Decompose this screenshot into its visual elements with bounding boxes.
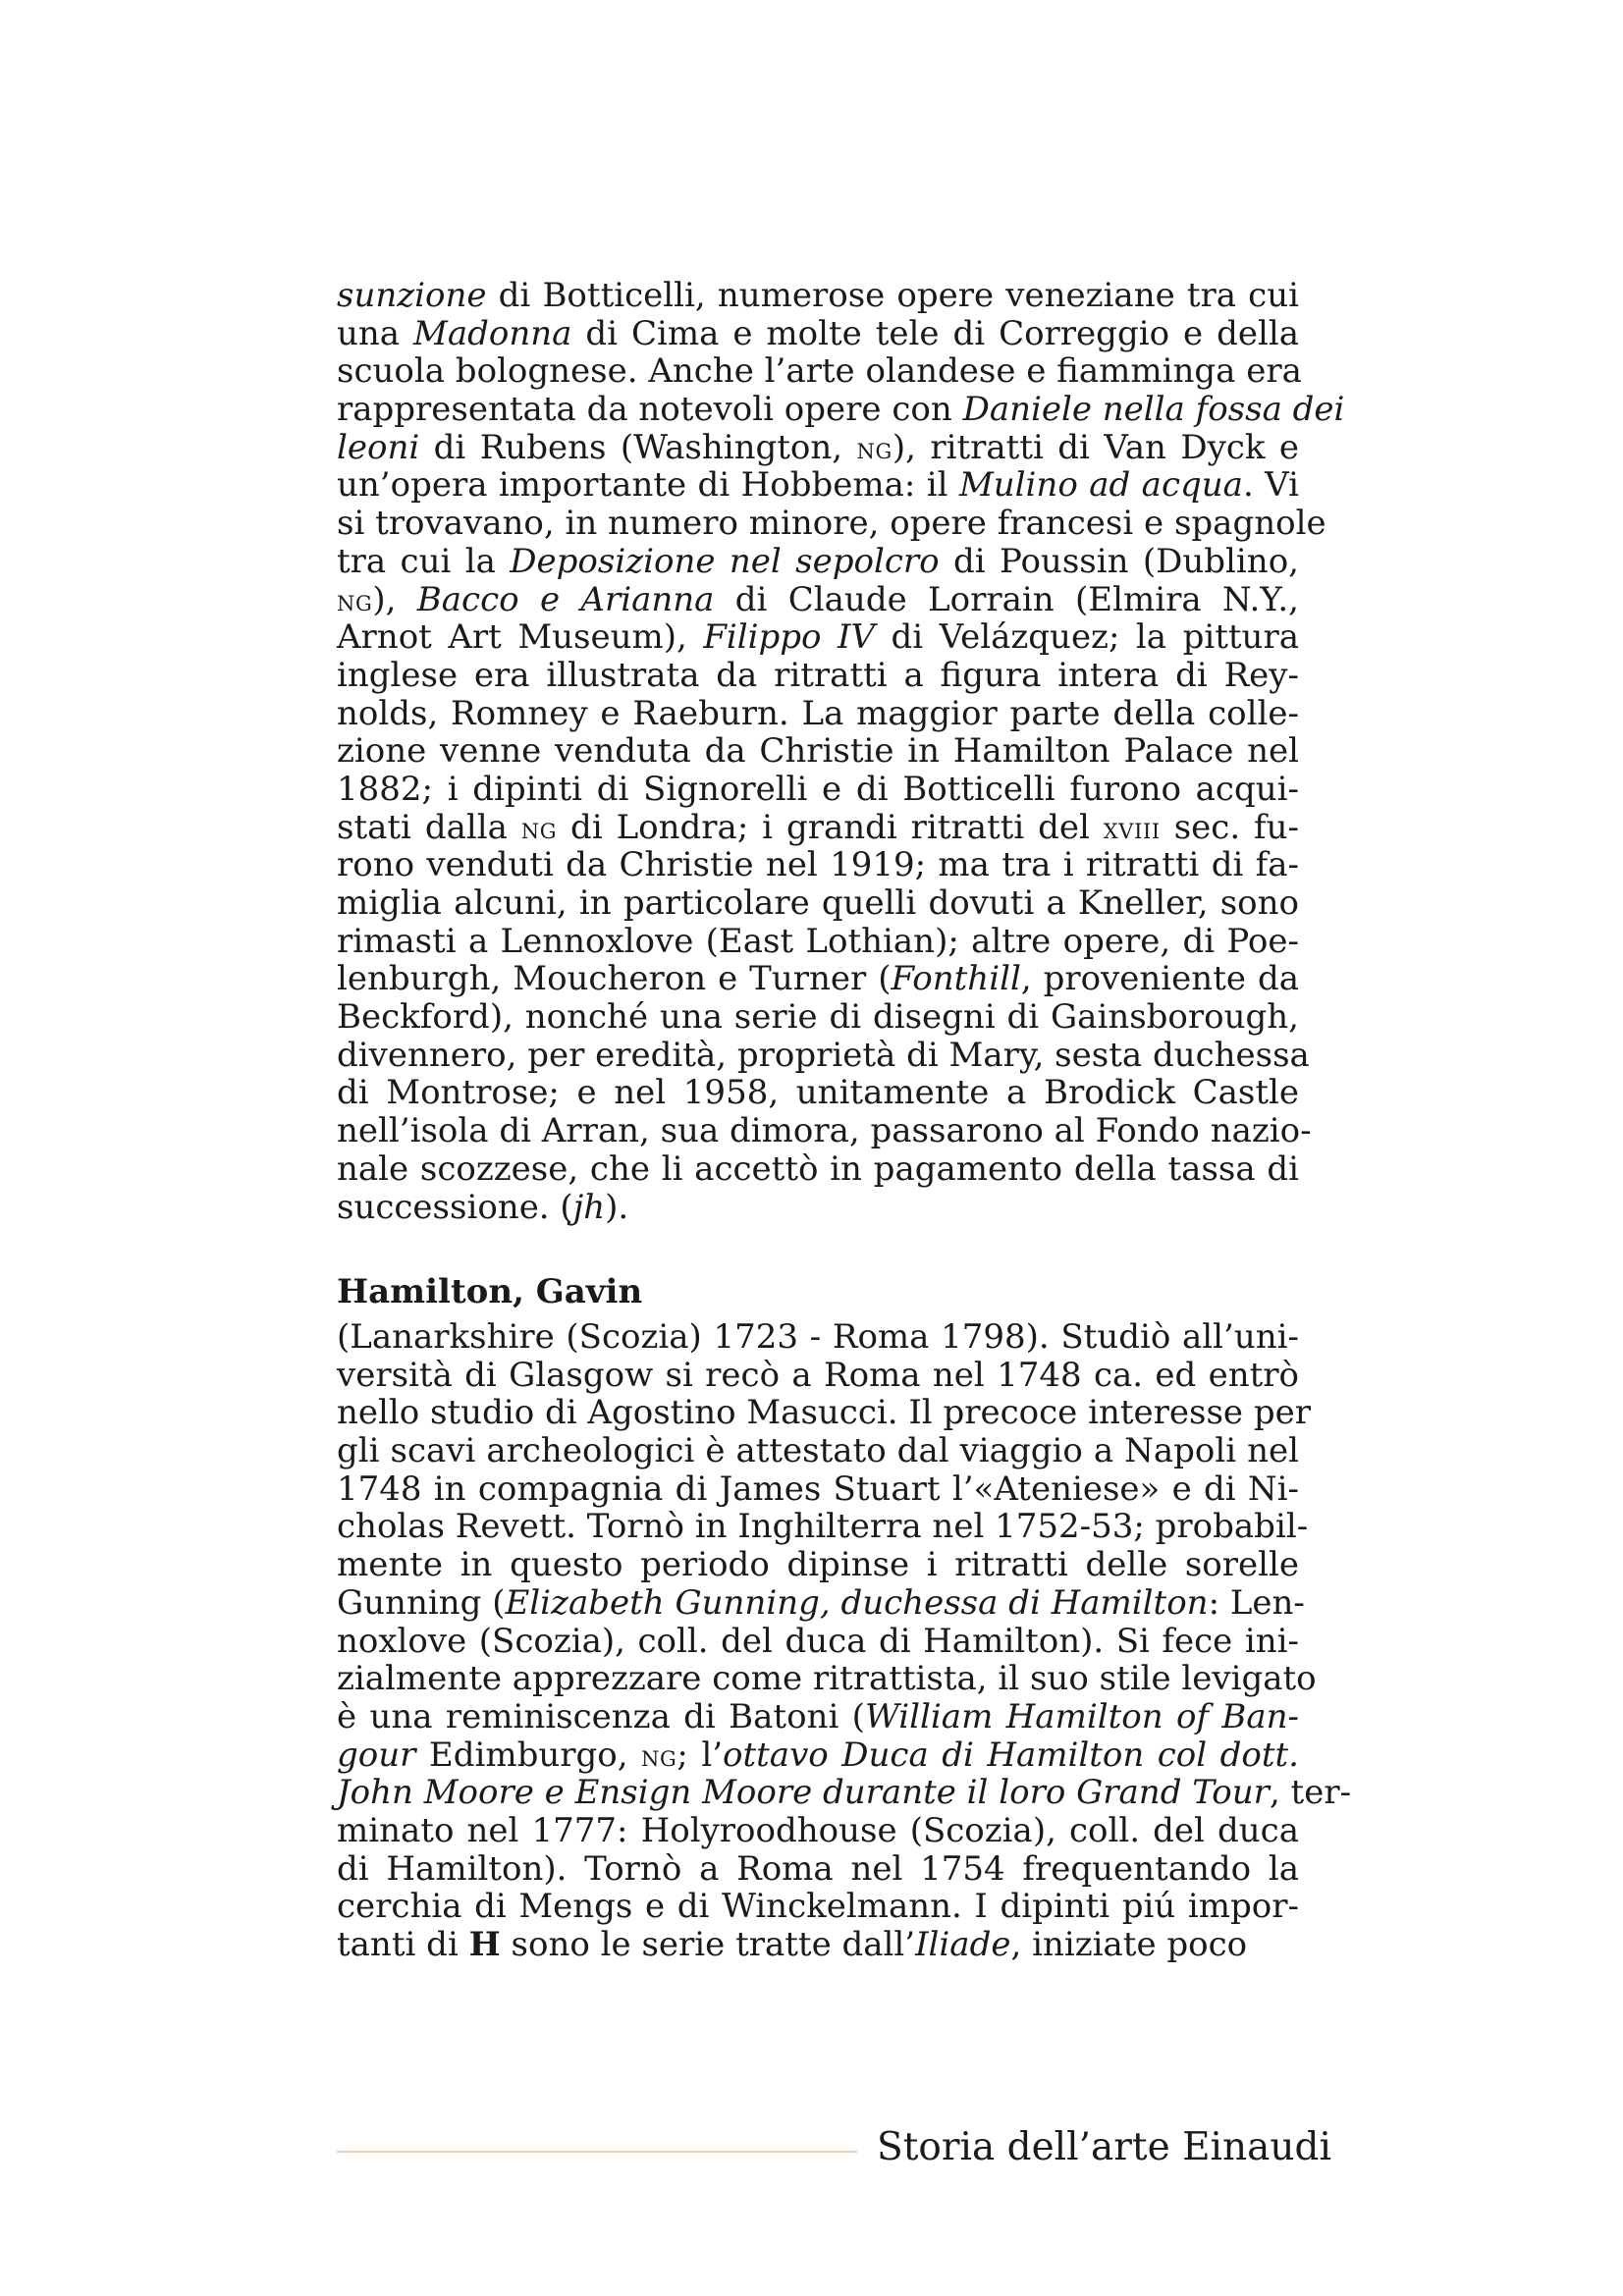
text-line: 1882; i dipinti di Signorelli e di Botticelli furono acqui- bbox=[337, 769, 1299, 809]
text-line: divennero, per eredità, proprietà di Mary, sesta duchessa bbox=[337, 1035, 1310, 1075]
text-line: minato nel 1777: Holyroodhouse (Scozia), coll. del duca bbox=[337, 1810, 1299, 1850]
text-line: tra cui la Deposizione nel sepolcro di Poussin (Dublino, bbox=[337, 541, 1299, 581]
text-line: un’opera importante di Hobbema: il Mulino ad acqua. Vi bbox=[337, 465, 1300, 506]
text-line: rappresentata da notevoli opere con Daniele nella fossa dei bbox=[337, 390, 1345, 430]
text-line: una Madonna di Cima e molte tele di Correggio e della bbox=[337, 313, 1299, 353]
text-line: lenburgh, Moucheron e Turner (Fonthill, proveniente da bbox=[337, 959, 1299, 999]
text-line: leoni di Rubens (Washington, ng), ritratti di Van Dyck e bbox=[337, 427, 1299, 467]
text-line: Beckford), nonché una serie di disegni di Gainsborough, bbox=[337, 997, 1299, 1038]
entry-body-text bbox=[337, 1317, 1352, 1964]
text-line: 1748 in compagnia di James Stuart l’«Ateniese» e di Ni- bbox=[337, 1468, 1299, 1509]
text-line: versità di Glasgow si recò a Roma nel 1748 ca. ed entrò bbox=[337, 1355, 1299, 1395]
text-line: ng), Bacco e Arianna di Claude Lorrain (Elmira N.Y., bbox=[337, 579, 1299, 619]
text-line: sunzione di Botticelli, numerose opere veneziane tra cui bbox=[337, 276, 1299, 315]
text-line: successione. (jh). bbox=[337, 1187, 629, 1227]
text-line: nello studio di Agostino Masucci. Il precoce interesse per bbox=[337, 1393, 1311, 1433]
text-line: rono venduti da Christie nel 1919; ma tra i ritratti di fa- bbox=[337, 845, 1299, 885]
text-line: zialmente apprezzare come ritrattista, il suo stile levigato bbox=[337, 1659, 1317, 1699]
text-line: gour Edimburgo, ng; l’ottavo Duca di Hamilton col dott. bbox=[337, 1735, 1299, 1775]
text-line: di Hamilton). Tornò a Roma nel 1754 frequentando la bbox=[337, 1848, 1299, 1889]
text-line: nolds, Romney e Raeburn. La maggior parte della colle- bbox=[337, 693, 1299, 733]
text-line: gli scavi archeologici è attestato dal viaggio a Napoli nel bbox=[337, 1431, 1299, 1471]
text-line: scuola bolognese. Anche l’arte olandese e fiamminga era bbox=[337, 351, 1302, 392]
text-line: rimasti a Lennoxlove (East Lothian); altre opere, di Poe- bbox=[337, 921, 1299, 961]
footer-title: Storia dell’arte Einaudi bbox=[877, 2125, 1331, 2169]
text-line: nell’isola di Arran, sua dimora, passarono al Fondo nazio- bbox=[337, 1111, 1312, 1151]
text-line: è una reminiscenza di Batoni (William Hamilton of Ban- bbox=[337, 1696, 1299, 1736]
text-line: di Montrose; e nel 1958, unitamente a Brodick Castle bbox=[337, 1073, 1299, 1113]
text-line: stati dalla ng di Londra; i grandi ritratti del xviii sec. fu- bbox=[337, 807, 1299, 847]
text-line: zione venne venduta da Christie in Hamilton Palace nel bbox=[337, 731, 1299, 772]
text-line: tanti di H sono le serie tratte dall’Iliade, iniziate poco bbox=[337, 1925, 1248, 1964]
entry-continuation-text bbox=[337, 276, 1345, 1227]
footer-rule bbox=[337, 2151, 857, 2153]
text-line: noxlove (Scozia), coll. del duca di Hamilton). Si fece ini- bbox=[337, 1621, 1299, 1661]
entry-heading: Hamilton, Gavin bbox=[337, 1272, 643, 1311]
text-line: (Lanarkshire (Scozia) 1723 - Roma 1798). Studiò all’uni- bbox=[337, 1317, 1299, 1357]
text-line: Gunning (Elizabeth Gunning, duchessa di Hamilton: Len- bbox=[337, 1582, 1305, 1623]
text-line: mente in questo periodo dipinse i ritratti delle sorelle bbox=[337, 1545, 1299, 1585]
text-line: nale scozzese, che li accettò in pagamento della tassa di bbox=[337, 1148, 1299, 1189]
text-line: miglia alcuni, in particolare quelli dovuti a Kneller, sono bbox=[337, 883, 1299, 923]
text-line: si trovavano, in numero minore, opere francesi e spagnole bbox=[337, 504, 1326, 544]
text-line: inglese era illustrata da ritratti a figura intera di Rey- bbox=[337, 655, 1299, 695]
text-line: cerchia di Mengs e di Winckelmann. I dipinti piú impor- bbox=[337, 1887, 1299, 1927]
text-line: Arnot Art Museum), Filippo IV di Velázquez; la pittura bbox=[337, 617, 1299, 658]
text-line: John Moore e Ensign Moore durante il loro Grand Tour, ter- bbox=[337, 1773, 1352, 1813]
text-line: cholas Revett. Tornò in Inghilterra nel 1752-53; probabil- bbox=[337, 1507, 1309, 1547]
